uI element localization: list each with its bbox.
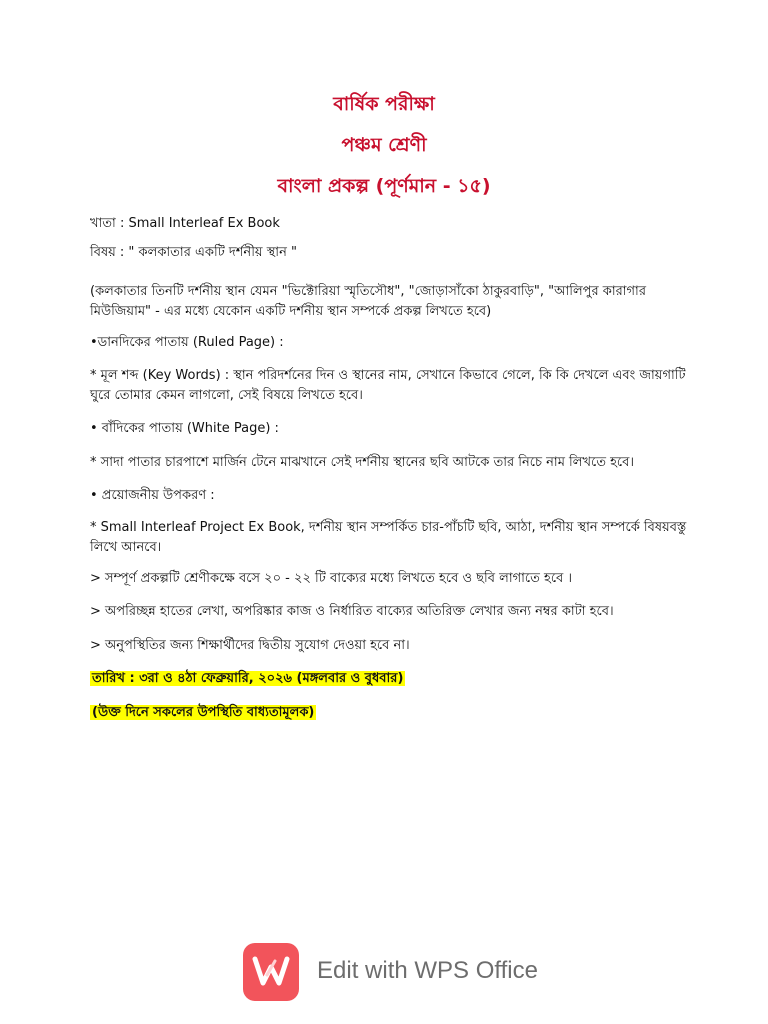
rule-deduction: > অপরিচ্ছন্ন হাতের লেখা, অপরিষ্কার কাজ ও নির্ধারিত বাক্যের অতিরিক্ত লেখার জন্য নম্বর কাটা হবে। <box>90 604 614 619</box>
materials-heading: • প্রয়োজনীয় উপকরণ : <box>90 488 215 503</box>
project-title: বাংলা প্রকল্প (পূর্ণমান - ১৫) <box>277 175 491 197</box>
notebook-line: খাতা : Small Interleaf Ex Book <box>90 216 280 231</box>
attendance-line <box>90 703 690 723</box>
instruction-paragraph: (কলকাতার তিনটি দর্শনীয় স্থান যেমন "ভিক্টোরিয়া স্মৃতিসৌধ", "জোড়াসাঁকো ঠাকুরবাড়ি", "আলিপুর কারাগার মিউজিয়াম" - এর মধ্যে যেকোন একটি দর্শনীয় স্থান সম্পর্কে প্রকল্প লিখতে হবে) <box>90 284 646 319</box>
white-page-instruction: * সাদা পাতার চারপাশে মার্জিন টেনে মাঝখানে সেই দর্শনীয় স্থানের ছবি আটকে তার নিচে নাম লিখতে হবে। <box>90 455 635 470</box>
date-highlight: তারিখ : ৩রা ও ৪ঠা ফেব্রুয়ারি, ২০২৬ (মঙ্গলবার ও বুধবার) <box>92 671 404 686</box>
exam-title: বার্ষিক পরীক্ষা <box>333 93 435 115</box>
materials-list: * Small Interleaf Project Ex Book, দর্শনীয় স্থান সম্পর্কিত চার-পাঁচটি ছবি, আঠা, দর্শনীয় স্থান সম্পর্কে বিষয়বস্তু লিখে আনবে। <box>90 520 687 555</box>
rule-classroom: > সম্পূর্ণ প্রকল্পটি শ্রেণীকক্ষে বসে ২০ - ২২ টি বাক্যের মধ্যে লিখতে হবে ও ছবি লাগাতে হবে । <box>90 571 573 586</box>
rule-absence: > অনুপস্থিতির জন্য শিক্ষার্থীদের দ্বিতীয় সুযোগ দেওয়া হবে না। <box>90 638 410 653</box>
key-words-paragraph: * মূল শব্দ (Key Words) : স্থান পরিদর্শনের দিন ও স্থানের নাম, সেখানে কিভাবে গেলে, কি কি দেখলে এবং জায়গাটি ঘুরে তোমার কেমন লাগলো, সেই বিষয়ে লিখতে হবে। <box>90 368 686 403</box>
attendance-highlight: (উক্ত দিনে সকলের উপস্থিতি বাধ্যতামূলক) <box>92 705 315 720</box>
class-title: পঞ্চম শ্রেণী <box>341 134 427 156</box>
left-page-heading: • বাঁদিকের পাতায় (White Page) : <box>90 421 279 436</box>
topic-line: বিষয় : " কলকাতার একটি দর্শনীয় স্থান " <box>90 245 297 260</box>
wps-edit-label[interactable]: Edit with WPS Office <box>317 957 538 984</box>
wps-logo-icon <box>243 943 299 1001</box>
right-page-heading: •ডানদিকের পাতায় (Ruled Page) : <box>90 335 284 350</box>
date-line <box>90 669 690 689</box>
wps-edit-banner[interactable] <box>243 943 563 1003</box>
